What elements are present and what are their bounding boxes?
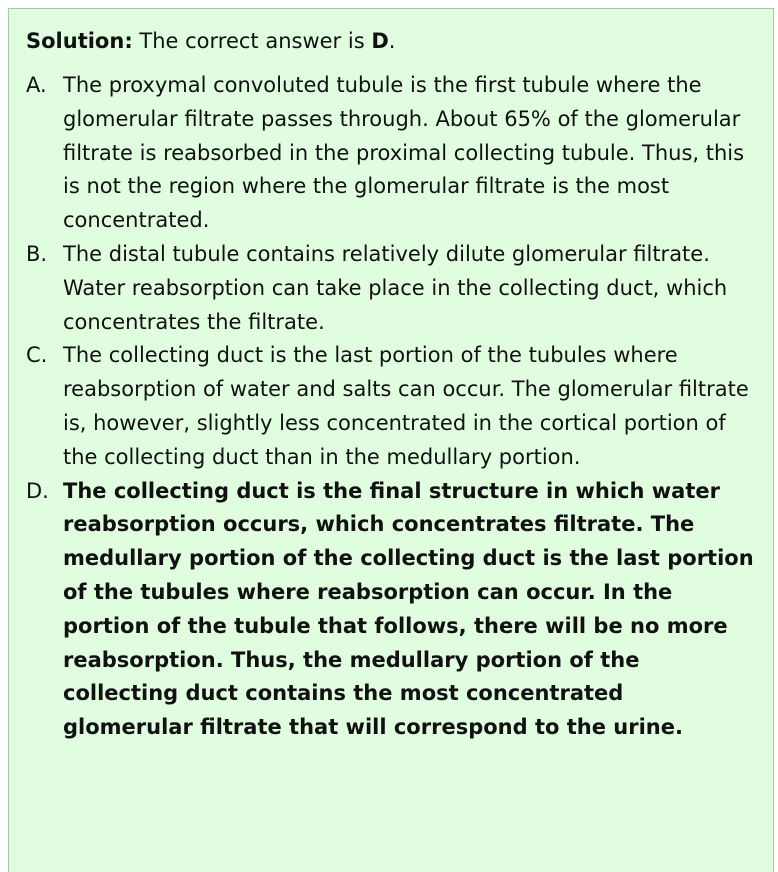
option-a-text: The proxymal convoluted tubule is the first tubule where the glomerular filtrate passes through. About 65% of the glomerular filtrate is reabsorbed in the proximal collecting tubule. Thus, this is not the region where the glomerular filtrate is the most concentrated. — [63, 73, 745, 233]
option-b-text: The distal tubule contains relatively dilute glomerular filtrate. Water reabsorption can take place in the collecting duct, which concentrates the filtrate. — [63, 241, 728, 334]
option-b-marker: B. — [26, 241, 48, 266]
correct-answer-letter: D — [371, 29, 389, 53]
solution-panel — [8, 8, 774, 872]
option-c-marker: C. — [26, 343, 48, 368]
answer-explanations-list — [26, 69, 759, 745]
option-c-explanation — [26, 339, 759, 474]
option-b-explanation — [26, 238, 759, 339]
option-d-marker: D. — [26, 478, 49, 503]
solution-heading — [26, 26, 759, 56]
option-d-explanation — [26, 475, 759, 745]
option-d-text: The collecting duct is the final structure in which water reabsorption occurs, which concentrates filtrate. The medullary portion of the collecting duct is the last portion of the tubules where reabsorption can occur. In the portion of the tubule that follows, there will be no more reabsorption. Thus, the medullary portion of the collecting duct contains the most concentrated glomerular filtrate that will correspond to the urine. — [63, 478, 754, 740]
option-c-text: The collecting duct is the last portion of the tubules where reabsorption of water and salts can occur. The glomerular filtrate is, however, slightly less concentrated in the cortical portion of the collecting duct than in the medullary portion. — [63, 343, 749, 469]
option-a-marker: A. — [26, 73, 47, 97]
option-a-explanation — [26, 69, 759, 238]
solution-end-punct: . — [388, 29, 396, 53]
solution-label: Solution: — [26, 29, 133, 53]
solution-lead-text: The correct answer is — [132, 29, 372, 53]
